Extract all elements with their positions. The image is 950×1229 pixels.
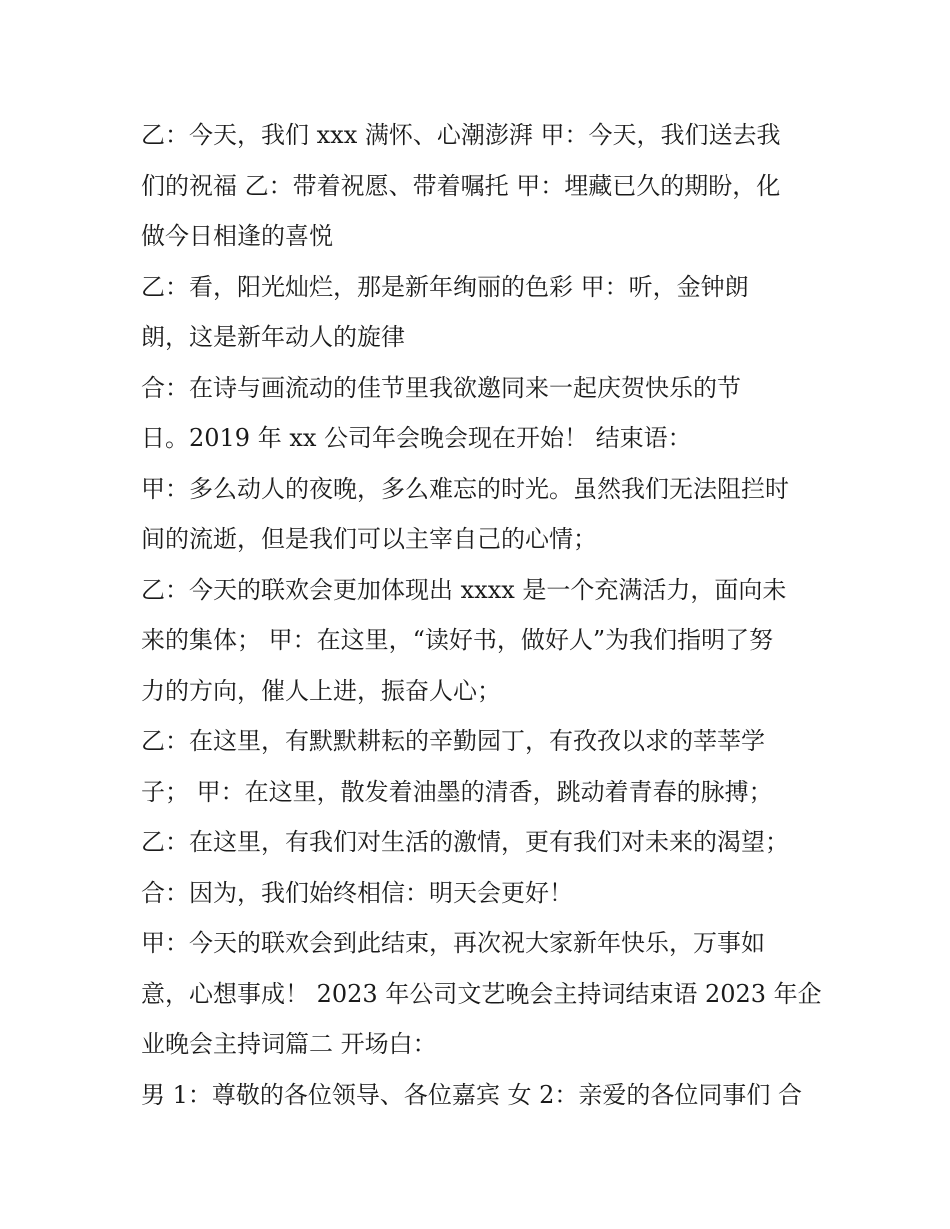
text-line: 甲：多么动人的夜晚，多么难忘的时光。虽然我们无法阻拦时	[141, 474, 789, 503]
text-line: 乙：看，阳光灿烂，那是新年绚丽的色彩 甲：听，金钟朗	[141, 272, 749, 301]
document-text	[141, 110, 821, 1120]
text-line: 男 1：尊敬的各位领导、各位嘉宾 女 2：亲爱的各位同事们 合	[141, 1080, 803, 1109]
text-line: 合：因为，我们始终相信：明天会更好！	[141, 878, 573, 907]
text-line: 间的流逝，但是我们可以主宰自己的心情；	[141, 525, 597, 553]
text-line: 乙：今天，我们 xxx 满怀、心潮澎湃 甲：今天，我们送去我	[141, 121, 781, 149]
text-line: 乙：在这里，有默默耕耘的辛勤园丁，有孜孜以求的莘莘学	[141, 727, 765, 755]
text-line: 力的方向，催人上进，振奋人心；	[141, 676, 501, 705]
text-line: 子； 甲：在这里，散发着油墨的清香，跳动着青春的脉搏；	[141, 777, 773, 806]
text-line: 来的集体； 甲：在这里，“读好书，做好人”为我们指明了努	[141, 626, 774, 654]
text-line: 乙：今天的联欢会更加体现出 xxxx 是一个充满活力，面向未	[141, 575, 787, 604]
text-line: 们的祝福 乙：带着祝愿、带着嘱托 甲：埋藏已久的期盼，化	[141, 171, 781, 200]
text-line: 乙：在这里，有我们对生活的激情，更有我们对未来的渴望；	[141, 828, 789, 856]
text-line: 意，心想事成！ 2023 年公司文艺晚会主持词结束语 2023 年企	[141, 979, 822, 1008]
text-line: 朗，这是新年动人的旋律	[141, 323, 405, 351]
text-line: 甲：今天的联欢会到此结束，再次祝大家新年快乐，万事如	[141, 929, 765, 957]
text-line: 日。2019 年 xx 公司年会晚会现在开始！ 结束语：	[141, 424, 692, 452]
text-line: 做今日相逢的喜悦	[141, 222, 333, 250]
text-line: 业晚会主持词篇二 开场白：	[141, 1030, 437, 1058]
text-line: 合：在诗与画流动的佳节里我欲邀同来一起庆贺快乐的节	[141, 373, 741, 402]
